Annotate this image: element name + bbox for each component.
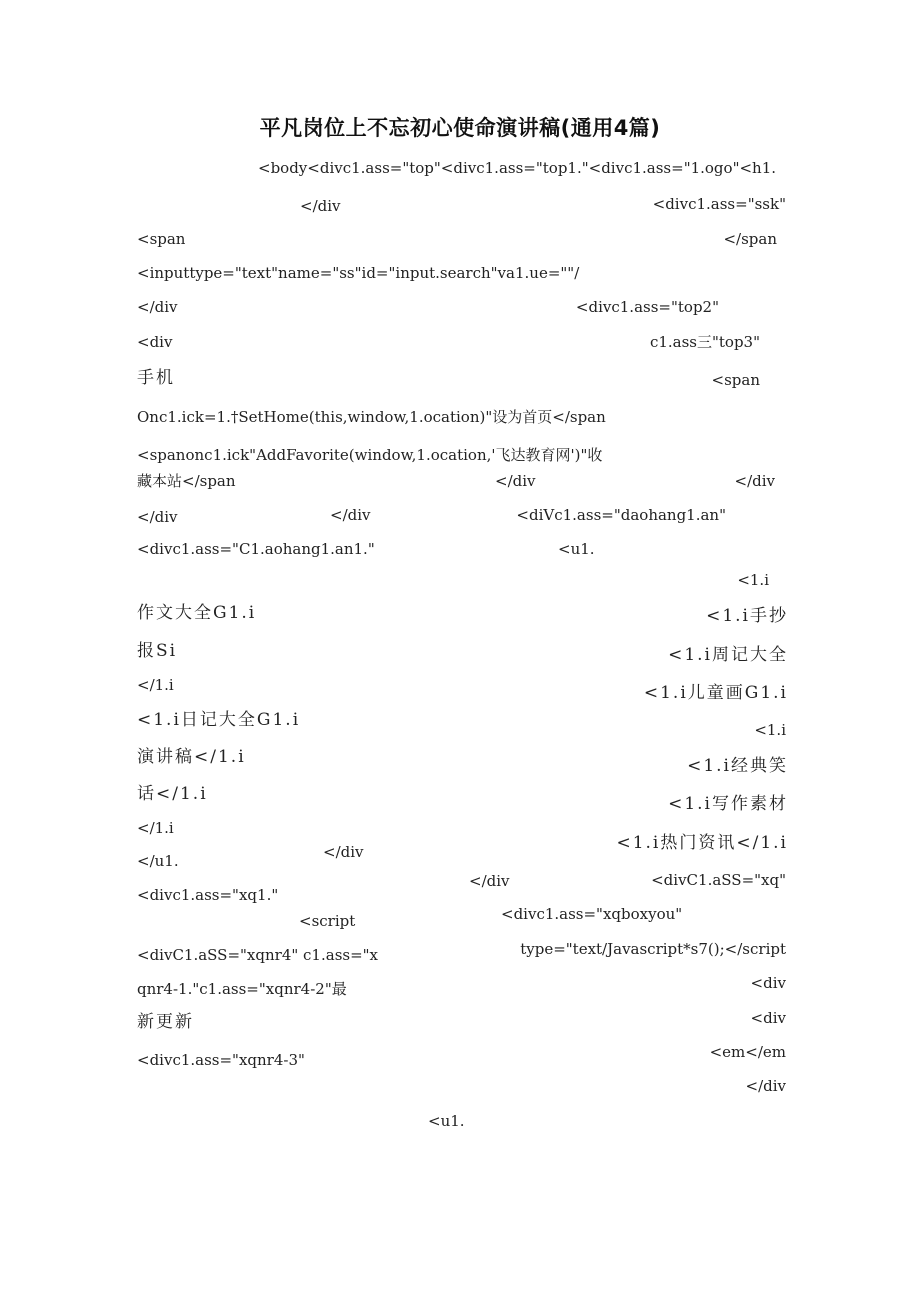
text-line: <1.i写作素材 bbox=[668, 794, 788, 814]
text-line: <div bbox=[750, 1009, 786, 1027]
text-line: </div bbox=[495, 472, 536, 490]
text-line: </div bbox=[745, 1077, 786, 1095]
text-line: <divc1.ass="ssk" bbox=[652, 195, 786, 213]
text-line: <1.i手抄 bbox=[706, 606, 788, 626]
text-line: <diVc1.ass="daohang1.an" bbox=[516, 506, 726, 524]
text-line: </u1. bbox=[137, 852, 179, 870]
text-line: <em</em bbox=[709, 1043, 786, 1061]
text-line: type="text/Javascript*s7();</script bbox=[520, 940, 786, 958]
text-line: 作文大全G1.i bbox=[137, 603, 257, 623]
clipped-line-wrapper bbox=[120, 885, 420, 905]
text-line: </1.i bbox=[137, 819, 174, 837]
text-line: <1.i周记大全 bbox=[668, 645, 788, 665]
text-line: <1.i日记大全G1.i bbox=[137, 710, 301, 730]
text-line: <divc1.ass="xqnr4-3" bbox=[137, 1051, 305, 1069]
text-line: 演讲稿</1.i bbox=[137, 747, 246, 767]
text-line: <div bbox=[137, 333, 173, 351]
text-line-clipped: <divc1.ass="xq1." bbox=[137, 886, 279, 904]
text-line: </div bbox=[734, 472, 775, 490]
text-line: <span bbox=[711, 371, 760, 389]
document-title: 平凡岗位上不忘初心使命演讲稿(通用4篇) bbox=[259, 116, 661, 140]
text-line: <1.i儿童画G1.i bbox=[643, 683, 788, 703]
text-line: <divc1.ass="xqboxyou" bbox=[501, 905, 683, 923]
text-line: <div bbox=[750, 974, 786, 992]
text-line: <divC1.aSS="xq" bbox=[651, 871, 786, 889]
text-line: <divc1.ass="top2" bbox=[575, 298, 719, 316]
text-line: qnr4-1."c1.ass="xqnr4-2"最 bbox=[137, 980, 347, 998]
text-line: </div bbox=[137, 508, 178, 526]
text-line: <span bbox=[137, 230, 186, 248]
text-line: </div bbox=[300, 197, 341, 215]
text-line: <1.i经典笑 bbox=[687, 756, 788, 776]
text-line: c1.ass三"top3" bbox=[649, 333, 760, 351]
text-line: <script bbox=[299, 912, 356, 930]
text-line: 藏本站</span bbox=[137, 472, 236, 490]
text-line: 手机 bbox=[137, 368, 175, 388]
text-line: </1.i bbox=[137, 676, 174, 694]
text-line: 新更新 bbox=[137, 1012, 194, 1032]
text-line: <inputtype="text"name="ss"id="input.search"va1.ue=""/ bbox=[137, 264, 580, 282]
text-line: Onc1.ick=1.†SetHome(this,window,1.ocation)"设为首页</span bbox=[137, 408, 606, 426]
text-line: <1.i bbox=[754, 721, 786, 739]
text-line: </span bbox=[723, 230, 777, 248]
text-line: <u1. bbox=[558, 540, 595, 558]
text-line: <divC1.aSS="xqnr4" c1.ass="x bbox=[137, 946, 379, 964]
text-line: <divc1.ass="C1.aohang1.an1." bbox=[137, 540, 375, 558]
text-line: <spanonc1.ick"AddFavorite(window,1.ocation,'飞达教育网')"收 bbox=[137, 446, 603, 464]
text-line: </div bbox=[323, 843, 364, 861]
text-line: </div bbox=[330, 506, 371, 524]
text-line: 话</1.i bbox=[137, 784, 208, 804]
text-line: <u1. bbox=[428, 1112, 465, 1130]
text-line: 报Si bbox=[137, 641, 178, 661]
text-line: <body<divc1.ass="top"<divc1.ass="top1."<divc1.ass="1.ogo"<h1. bbox=[258, 159, 777, 177]
text-line: </div bbox=[137, 298, 178, 316]
text-line: <1.i热门资讯</1.i bbox=[616, 833, 788, 853]
text-line: <1.i bbox=[737, 571, 769, 589]
text-line: </div bbox=[469, 872, 510, 890]
